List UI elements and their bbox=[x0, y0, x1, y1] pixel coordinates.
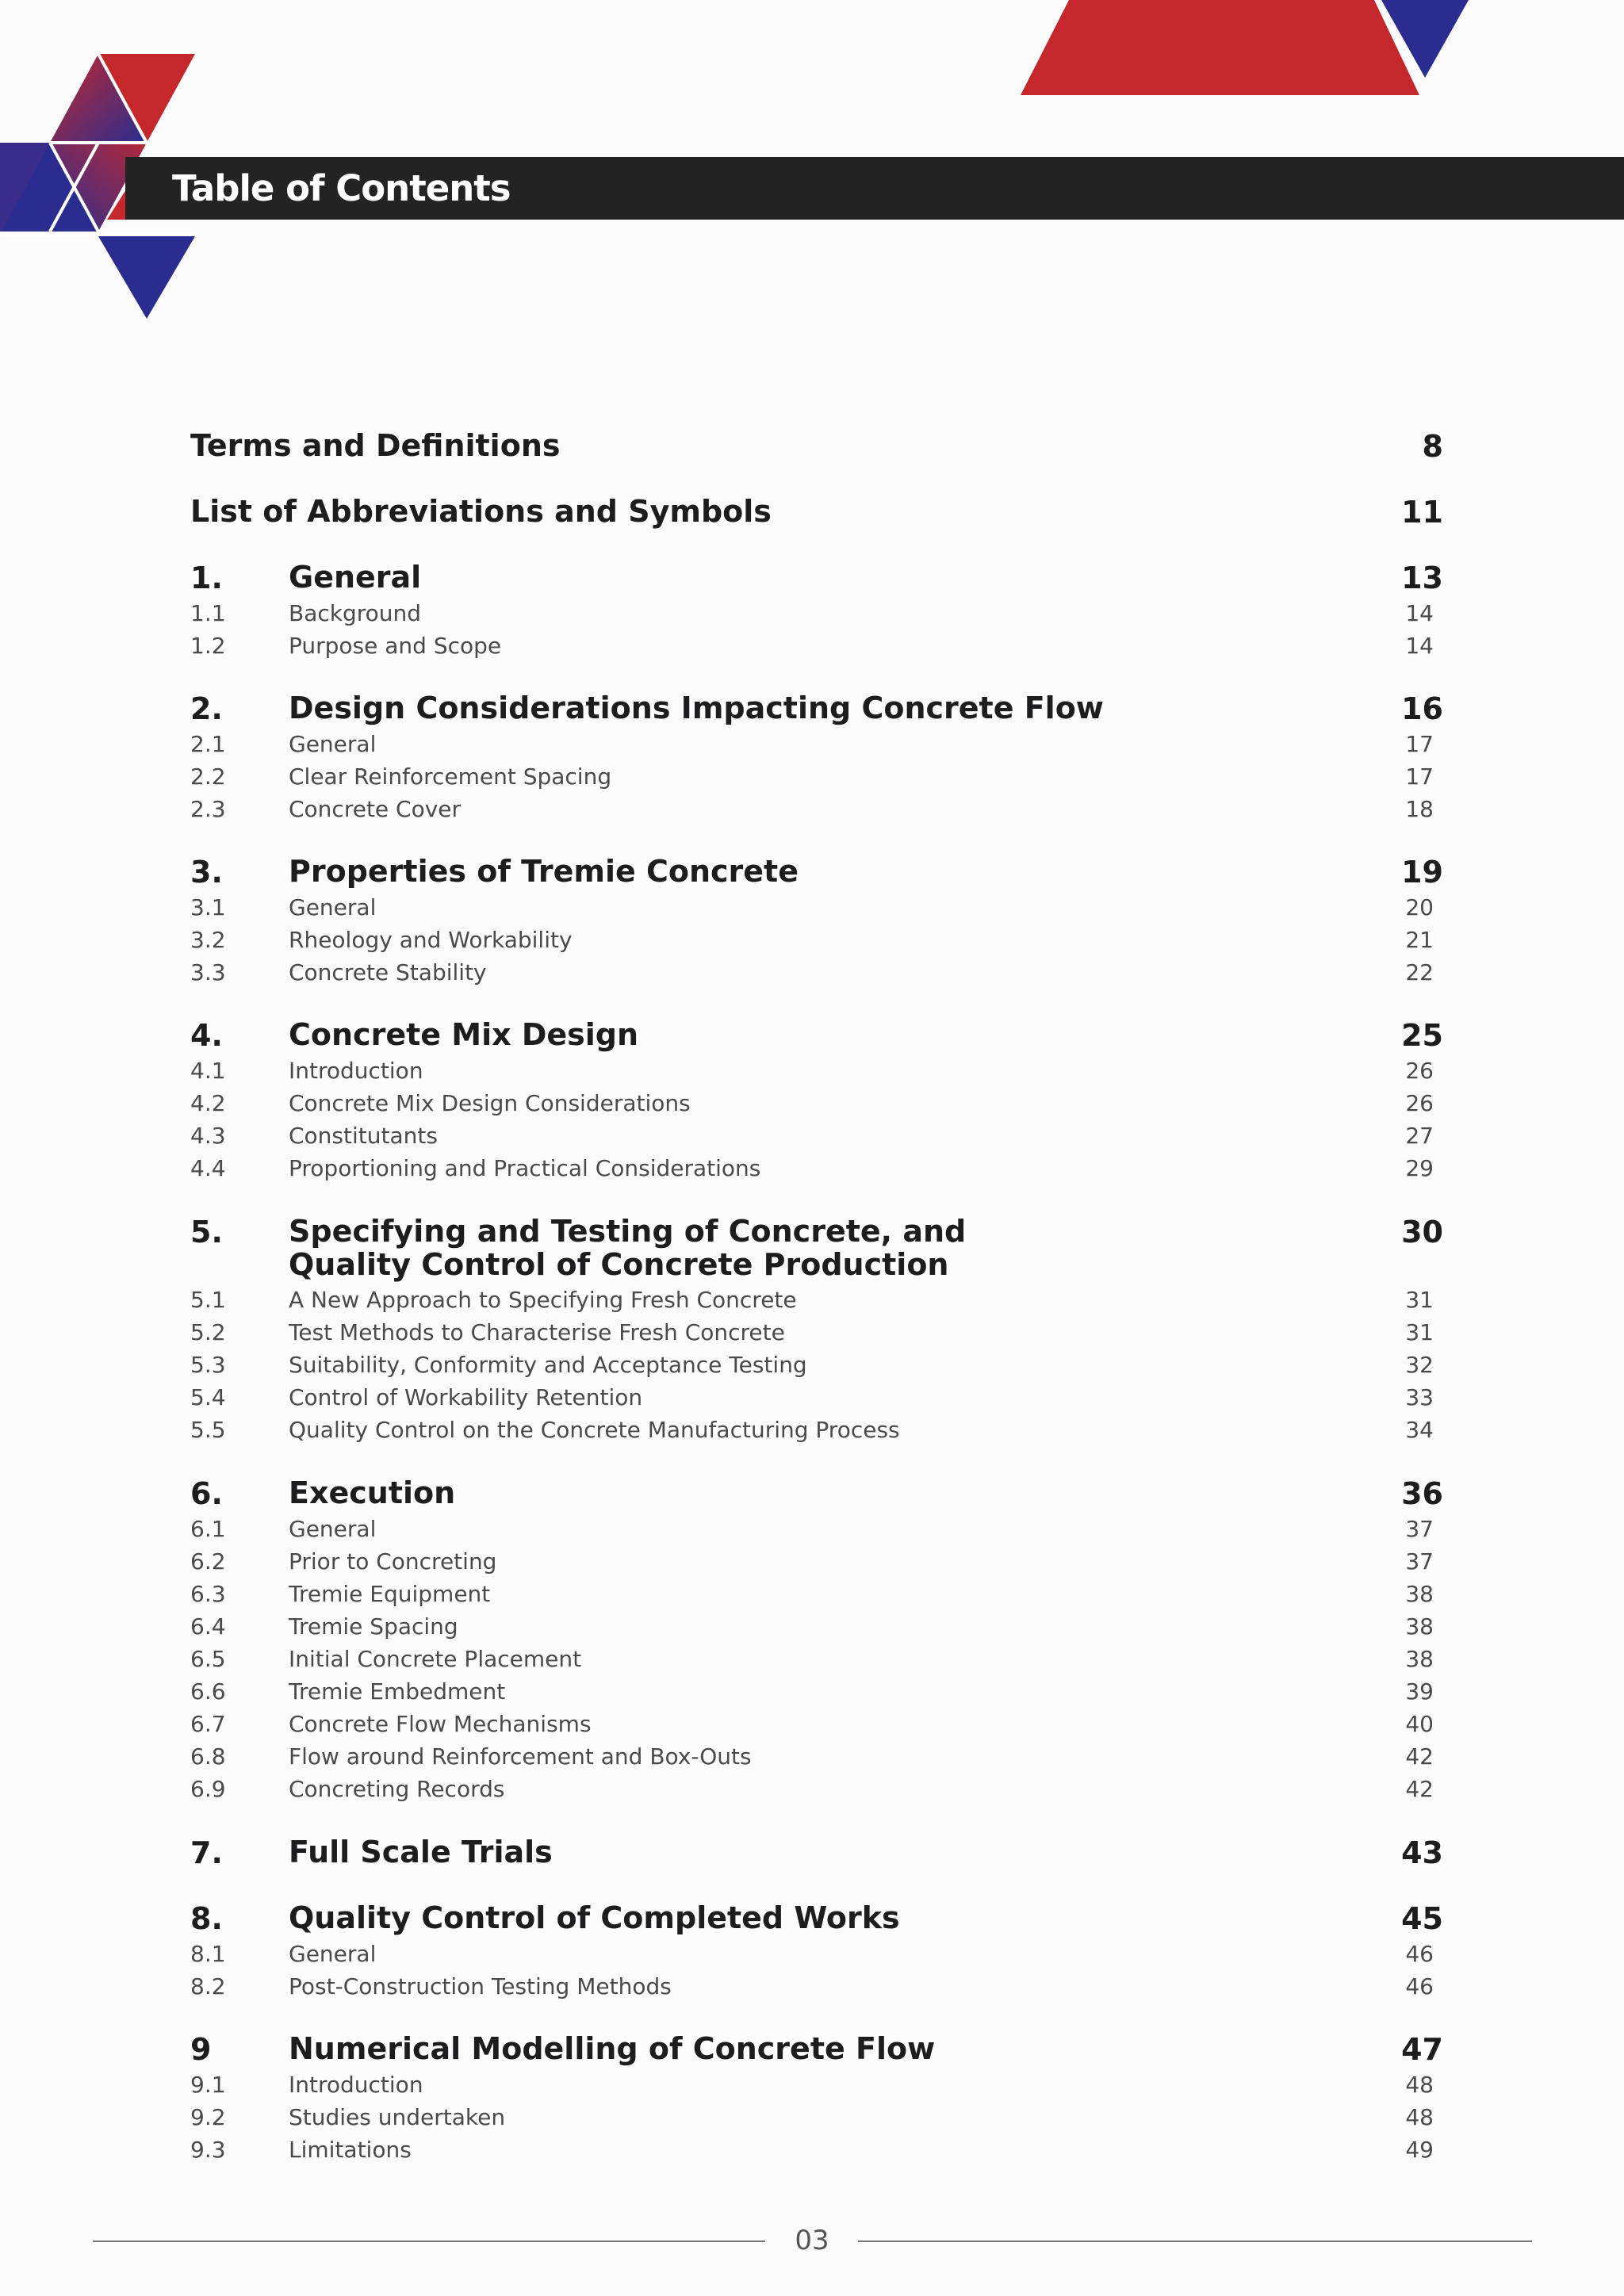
toc-subsection-title: Introduction bbox=[289, 2072, 423, 2098]
toc-subsection-page: 38 bbox=[1405, 1613, 1434, 1640]
toc-section-title: Properties of Tremie Concrete bbox=[289, 854, 799, 889]
toc-subsection-page: 42 bbox=[1405, 1776, 1434, 1802]
toc-subsection-number: 8.2 bbox=[190, 1973, 226, 1999]
toc-subsection-title: Quality Control on the Concrete Manufacturing Process bbox=[289, 1417, 900, 1443]
toc-section-page: 30 bbox=[1401, 1215, 1443, 1249]
toc-subsection-number: 6.1 bbox=[190, 1516, 226, 1542]
toc-subsection-title: Tremie Spacing bbox=[289, 1613, 458, 1640]
toc-subsection-title: Concrete Mix Design Considerations bbox=[289, 1090, 691, 1116]
toc-subsection-title: Concreting Records bbox=[289, 1776, 505, 1802]
toc-subsection-number: 9.1 bbox=[190, 2072, 226, 2098]
toc-subsection-page: 42 bbox=[1405, 1743, 1434, 1770]
toc-subsection-number: 3.2 bbox=[190, 927, 226, 953]
toc-subsection-title: Constitutants bbox=[289, 1123, 438, 1149]
toc-subsection-title: A New Approach to Specifying Fresh Concrete bbox=[289, 1287, 797, 1313]
toc-subsection-title: Post-Construction Testing Methods bbox=[289, 1973, 672, 1999]
toc-subsection-number: 1.2 bbox=[190, 633, 226, 659]
toc-subsection-title: Concrete Stability bbox=[289, 959, 487, 985]
toc-subsection-number: 9.2 bbox=[190, 2104, 226, 2130]
footer-divider-right bbox=[858, 2241, 1532, 2242]
toc-subsection-page: 21 bbox=[1405, 927, 1434, 953]
toc-section-title: Execution bbox=[289, 1475, 456, 1510]
toc-subsection-title: General bbox=[289, 731, 377, 757]
toc-section-page: 19 bbox=[1401, 855, 1443, 890]
toc-subsection-page: 34 bbox=[1405, 1417, 1434, 1443]
toc-subsection-title: Tremie Equipment bbox=[289, 1581, 491, 1607]
toc-subsection-page: 14 bbox=[1405, 600, 1434, 626]
toc-section-title: Design Considerations Impacting Concrete Flow bbox=[289, 691, 1104, 725]
toc-subsection-title: Studies undertaken bbox=[289, 2104, 506, 2130]
toc-subsection-number: 9.3 bbox=[190, 2137, 226, 2163]
toc-subsection-number: 5.5 bbox=[190, 1417, 226, 1443]
toc-section-page: 36 bbox=[1401, 1476, 1443, 1511]
toc-section-number: 4. bbox=[190, 1018, 223, 1053]
toc-subsection-page: 38 bbox=[1405, 1581, 1434, 1607]
toc-subsection-number: 6.5 bbox=[190, 1646, 226, 1672]
toc-subsection-page: 17 bbox=[1405, 731, 1434, 757]
toc-section-page: 45 bbox=[1401, 1901, 1443, 1936]
toc-subsection-title: Test Methods to Characterise Fresh Concrete bbox=[289, 1319, 785, 1345]
toc-subsection-page: 14 bbox=[1405, 633, 1434, 659]
toc-subsection-title: Clear Reinforcement Spacing bbox=[289, 763, 612, 790]
toc-section-page: 25 bbox=[1401, 1018, 1443, 1053]
toc-subsection-page: 20 bbox=[1405, 894, 1434, 920]
toc-subsection-number: 4.2 bbox=[190, 1090, 226, 1116]
toc-subsection-page: 18 bbox=[1405, 796, 1434, 822]
toc-subsection-number: 5.3 bbox=[190, 1352, 226, 1378]
toc-subsection-page: 33 bbox=[1405, 1384, 1434, 1410]
toc-subsection-number: 2.3 bbox=[190, 796, 226, 822]
toc-entry-title: List of Abbreviations and Symbols bbox=[190, 494, 772, 529]
toc-subsection-title: Background bbox=[289, 600, 422, 626]
toc-subsection-title: Initial Concrete Placement bbox=[289, 1646, 582, 1672]
toc-subsection-title: Purpose and Scope bbox=[289, 633, 502, 659]
toc-subsection-page: 32 bbox=[1405, 1352, 1434, 1378]
toc-subsection-page: 17 bbox=[1405, 763, 1434, 790]
toc-section-number: 2. bbox=[190, 691, 223, 726]
toc-subsection-number: 4.3 bbox=[190, 1123, 226, 1149]
toc-subsection-number: 3.1 bbox=[190, 894, 226, 920]
toc-subsection-page: 29 bbox=[1405, 1155, 1434, 1181]
toc-section-number: 9 bbox=[190, 2032, 212, 2067]
toc-subsection-number: 5.1 bbox=[190, 1287, 226, 1313]
toc-entry-page: 11 bbox=[1401, 495, 1443, 530]
toc-section-title: Numerical Modelling of Concrete Flow bbox=[289, 2031, 936, 2066]
toc-section-number: 3. bbox=[190, 855, 223, 890]
toc-subsection-number: 6.9 bbox=[190, 1776, 226, 1802]
toc-subsection-number: 2.1 bbox=[190, 731, 226, 757]
toc-subsection-page: 31 bbox=[1405, 1287, 1434, 1313]
toc-subsection-page: 38 bbox=[1405, 1646, 1434, 1672]
toc-subsection-page: 26 bbox=[1405, 1058, 1434, 1084]
toc-subsection-title: General bbox=[289, 1941, 377, 1967]
toc-subsection-title: Introduction bbox=[289, 1058, 423, 1084]
toc-section-number: 1. bbox=[190, 561, 223, 595]
toc-subsection-number: 1.1 bbox=[190, 600, 226, 626]
toc-subsection-number: 6.6 bbox=[190, 1678, 226, 1705]
toc-subsection-number: 6.2 bbox=[190, 1548, 226, 1575]
toc-subsection-number: 3.3 bbox=[190, 959, 226, 985]
toc-subsection-page: 48 bbox=[1405, 2072, 1434, 2098]
toc-subsection-page: 48 bbox=[1405, 2104, 1434, 2130]
toc-section-number: 5. bbox=[190, 1215, 223, 1249]
toc-subsection-page: 22 bbox=[1405, 959, 1434, 985]
toc-section-page: 16 bbox=[1401, 691, 1443, 726]
toc-subsection-number: 6.4 bbox=[190, 1613, 226, 1640]
toc-entry-page: 8 bbox=[1422, 429, 1443, 464]
triangle-shape bbox=[1021, 0, 1419, 95]
toc-section-title: Concrete Mix Design bbox=[289, 1017, 639, 1052]
toc-subsection-title: Prior to Concreting bbox=[289, 1548, 497, 1575]
toc-subsection-number: 6.7 bbox=[190, 1711, 226, 1737]
toc-section-page: 43 bbox=[1401, 1835, 1443, 1870]
toc-subsection-number: 5.2 bbox=[190, 1319, 226, 1345]
toc-subsection-number: 6.8 bbox=[190, 1743, 226, 1770]
toc-subsection-title: Rheology and Workability bbox=[289, 927, 573, 953]
toc-subsection-title: Limitations bbox=[289, 2137, 412, 2163]
toc-section-number: 6. bbox=[190, 1476, 223, 1511]
toc-subsection-number: 2.2 bbox=[190, 763, 226, 790]
toc-subsection-page: 46 bbox=[1405, 1973, 1434, 1999]
toc-subsection-title: Suitability, Conformity and Acceptance Testing bbox=[289, 1352, 807, 1378]
toc-subsection-number: 5.4 bbox=[190, 1384, 226, 1410]
toc-subsection-title: Control of Workability Retention bbox=[289, 1384, 643, 1410]
toc-subsection-number: 8.1 bbox=[190, 1941, 226, 1967]
toc-subsection-title: Flow around Reinforcement and Box-Outs bbox=[289, 1743, 752, 1770]
toc-subsection-page: 49 bbox=[1405, 2137, 1434, 2163]
toc-section-page: 47 bbox=[1401, 2032, 1443, 2067]
triangle-shape bbox=[98, 236, 195, 319]
toc-subsection-page: 46 bbox=[1405, 1941, 1434, 1967]
toc-section-page: 13 bbox=[1401, 561, 1443, 595]
toc-section-title: Full Scale Trials bbox=[289, 1835, 553, 1869]
page-number: 03 bbox=[795, 2225, 829, 2256]
toc-subsection-page: 26 bbox=[1405, 1090, 1434, 1116]
toc-subsection-number: 6.3 bbox=[190, 1581, 226, 1607]
toc-section-title: General bbox=[289, 560, 422, 595]
toc-subsection-page: 37 bbox=[1405, 1548, 1434, 1575]
toc-subsection-title: General bbox=[289, 1516, 377, 1542]
toc-subsection-title: Concrete Flow Mechanisms bbox=[289, 1711, 592, 1737]
toc-subsection-page: 40 bbox=[1405, 1711, 1434, 1737]
page-title: Table of Contents bbox=[172, 167, 511, 209]
toc-subsection-title: Proportioning and Practical Considerations bbox=[289, 1155, 761, 1181]
toc-subsection-page: 31 bbox=[1405, 1319, 1434, 1345]
toc-subsection-title: General bbox=[289, 894, 377, 920]
toc-subsection-number: 4.4 bbox=[190, 1155, 226, 1181]
toc-subsection-number: 4.1 bbox=[190, 1058, 226, 1084]
toc-subsection-title: Concrete Cover bbox=[289, 796, 462, 822]
toc-section-title: Quality Control of Completed Works bbox=[289, 1900, 900, 1935]
toc-section-number: 8. bbox=[190, 1901, 223, 1936]
toc-subsection-page: 27 bbox=[1405, 1123, 1434, 1149]
footer-divider-left bbox=[93, 2241, 765, 2242]
toc-subsection-page: 37 bbox=[1405, 1516, 1434, 1542]
toc-section-number: 7. bbox=[190, 1835, 223, 1870]
toc-entry-title: Terms and Definitions bbox=[190, 428, 561, 463]
toc-subsection-page: 39 bbox=[1405, 1678, 1434, 1705]
toc-section-title: Specifying and Testing of Concrete, and Quality Control of Concrete Production bbox=[289, 1214, 967, 1282]
toc-subsection-title: Tremie Embedment bbox=[289, 1678, 506, 1705]
